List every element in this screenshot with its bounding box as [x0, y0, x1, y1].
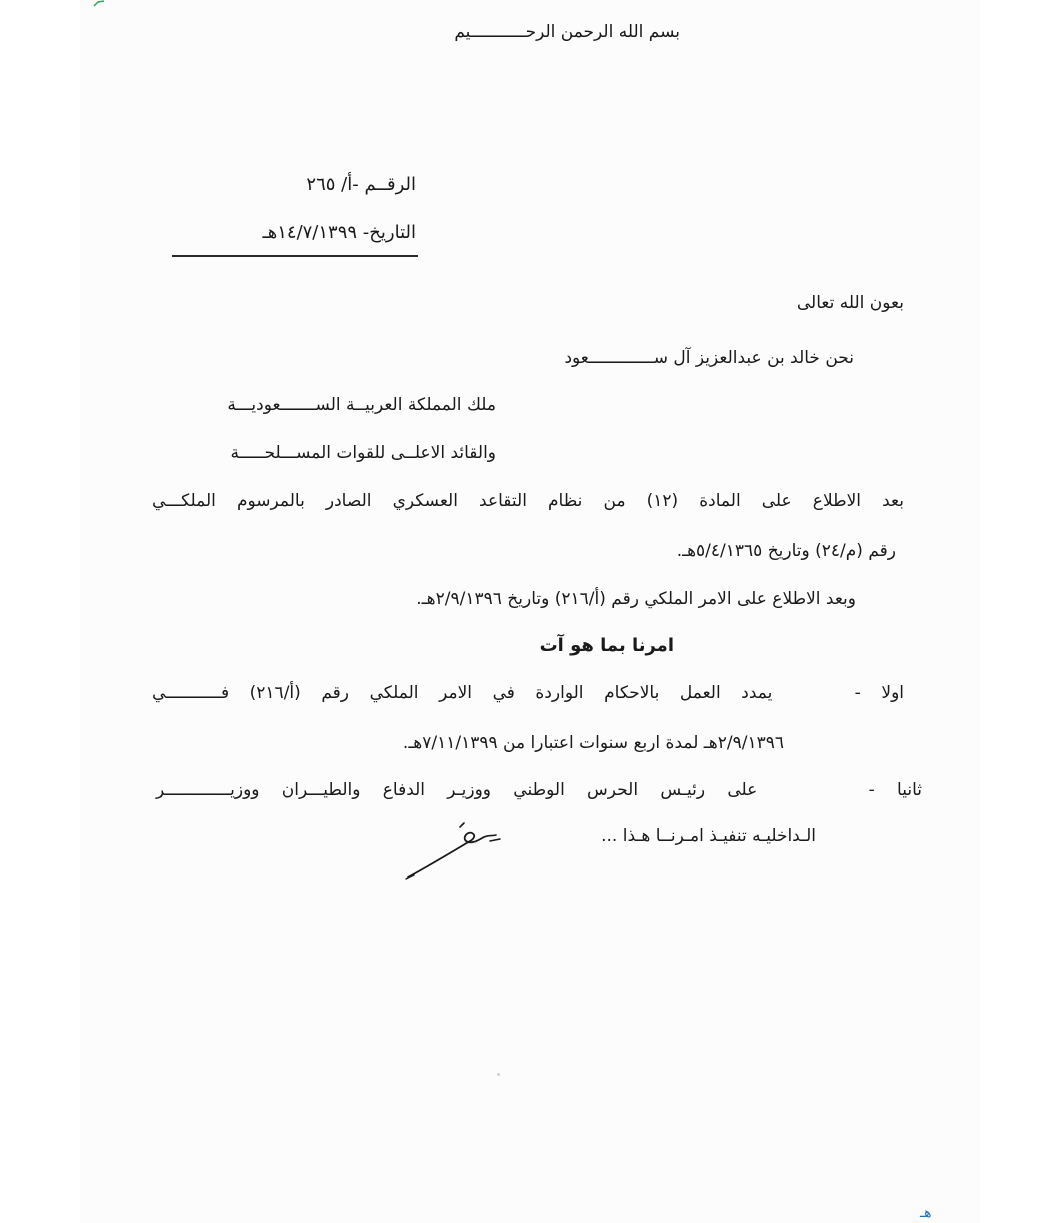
basmala-header: بسم الله الرحمن الرحـــــــــــيم	[454, 22, 680, 42]
item-first-text: يمدد العمل بالاحكام الواردة في الامر الملكي رقم (أ/٢١٦) فـــــــــــي	[152, 683, 773, 703]
item-second-label: ثانيا -	[868, 780, 923, 800]
preamble-line-3: وبعد الاطلاع على الامر الملكي رقم (أ/٢١٦) وتاريخ ٢/٩/١٣٩٦هـ.	[416, 589, 856, 609]
preamble-line-1: بعد الاطلاع على المادة (١٢) من نظام التقاعد العسكري الصادر بالمرسوم الملكـــي	[152, 491, 904, 511]
invocation: بعون الله تعالى	[796, 293, 904, 313]
reference-date: التاريخ- ١٤/٧/١٣٩٩هـ	[262, 222, 416, 243]
issuer-title-commander: والقائد الاعلــى للقوات المســـلحـــــة	[230, 443, 496, 463]
item-second-text: على رئيـس الحرس الوطني ووزيـر الدفاع والطيـــران ووزيـــــــــــــر	[156, 780, 758, 800]
signature-icon	[400, 815, 510, 885]
paper-sheet	[80, 0, 980, 1223]
reference-number: الرقــم -أ/ ٢٦٥	[306, 174, 416, 195]
corner-tick-icon	[92, 0, 106, 8]
preamble-line-2: رقم (م/٢٤) وتاريخ ٥/٤/١٣٦٥هـ.	[676, 541, 896, 561]
issuer-name: نحن خالد بن عبدالعزيز آل ســـــــــــــعود	[564, 348, 854, 368]
item-second-line-1	[156, 782, 922, 799]
item-first-line-2: ٢/٩/١٣٩٦هـ لمدة اربع سنوات اعتبارا من ٧/١١/١٣٩٩هـ.	[402, 733, 784, 753]
item-first-label: اولا -	[854, 683, 904, 703]
command-heading: امرنا بما هو آت	[539, 635, 674, 656]
item-first-line-1	[152, 685, 904, 702]
paper-speck	[497, 1073, 500, 1076]
issuer-title-king: ملك المملكة العربيــة الســـــــعوديـــة	[227, 395, 496, 415]
item-second-line-2: الـداخليـه تنفيـذ امـرنــا هـذا ...	[601, 826, 816, 846]
date-underline	[172, 255, 418, 257]
corner-stamp-mark: هـ	[920, 1205, 932, 1221]
